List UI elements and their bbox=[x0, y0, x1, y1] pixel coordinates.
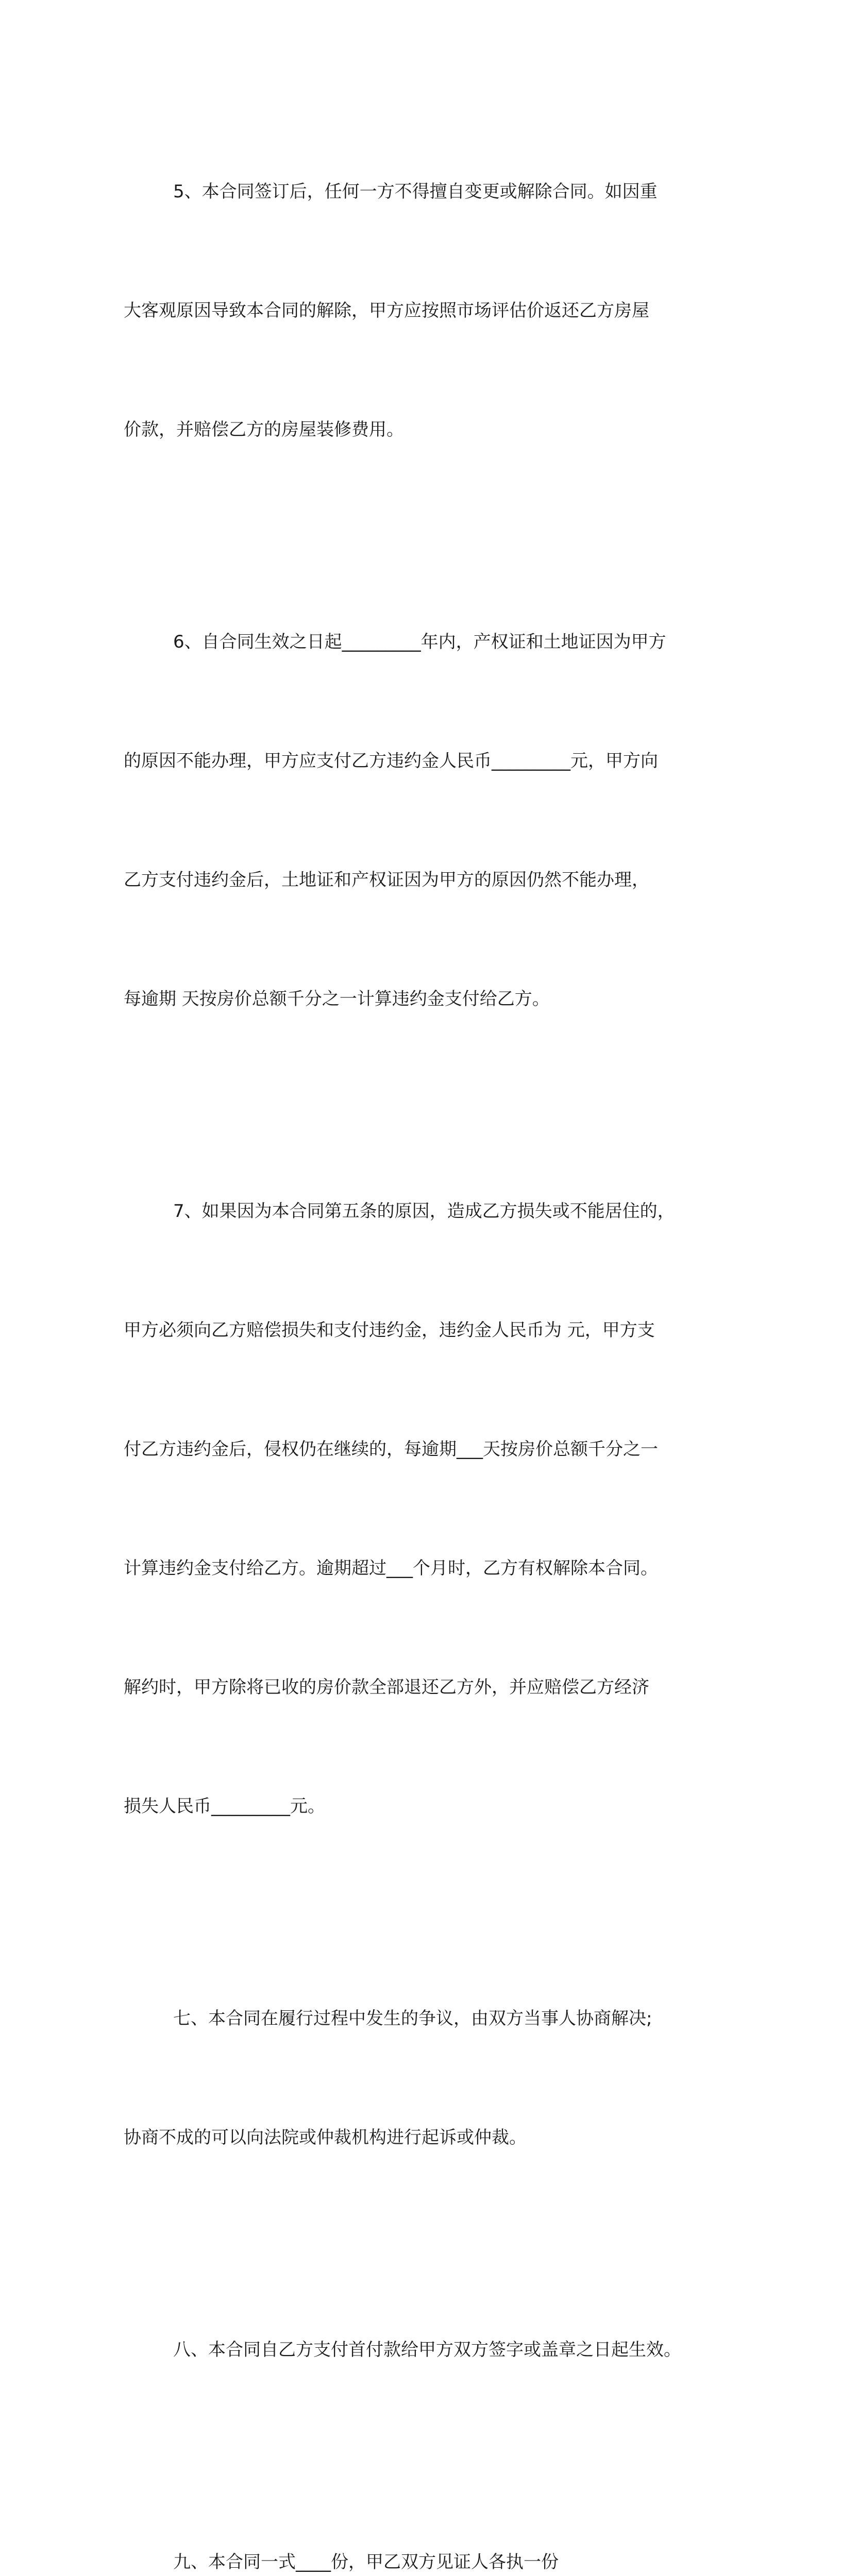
text-line: 大客观原因导致本合同的解除，甲方应按照市场评估价返还乙方房屋 bbox=[124, 300, 649, 321]
clause-ba bbox=[124, 2251, 727, 2449]
text-line: 5、本合同签订后，任何一方不得擅自变更或解除合同。如因重 bbox=[173, 181, 658, 202]
text-line: 甲方必须向乙方赔偿损失和支付违约金，违约金人民币为 元，甲方支 bbox=[124, 1320, 655, 1341]
text-line: 付乙方违约金后，侵权仍在继续的，每逾期___天按房价总额千分之一 bbox=[124, 1439, 658, 1460]
text-line: 计算违约金支付给乙方。逾期超过___个月时，乙方有权解除本合同。 bbox=[124, 1558, 658, 1579]
clause-6 bbox=[124, 543, 727, 1098]
text-line: 九、本合同一式____份，甲乙双方见证人各执一份 bbox=[173, 2552, 559, 2572]
clause-7 bbox=[124, 1112, 727, 1906]
text-line: 解约时，甲方除将已收的房价款全部退还乙方外，并应赔偿乙方经济 bbox=[124, 1677, 649, 1698]
text-line: 八、本合同自乙方支付首付款给甲方双方签字或盖章之日起生效。 bbox=[173, 2340, 681, 2360]
text-line: 七、本合同在履行过程中发生的争议，由双方当事人协商解决; bbox=[173, 2008, 652, 2029]
text-line: 6、自合同生效之日起_________年内，产权证和土地证因为甲方 bbox=[173, 632, 666, 652]
clause-5 bbox=[124, 93, 727, 529]
text-line: 价款，并赔偿乙方的房屋装修费用。 bbox=[124, 419, 404, 440]
text-line: 每逾期 天按房价总额千分之一计算违约金支付给乙方。 bbox=[124, 989, 550, 1009]
clause-jiu bbox=[124, 2463, 727, 2576]
document-body bbox=[124, 93, 727, 2576]
text-line: 损失人民币_________元。 bbox=[124, 1796, 325, 1817]
text-line: 乙方支付违约金后，土地证和产权证因为甲方的原因仍然不能办理， bbox=[124, 870, 649, 890]
text-line: 7、如果因为本合同第五条的原因，造成乙方损失或不能居住的， bbox=[173, 1201, 675, 1222]
text-line: 协商不成的可以向法院或仲裁机构进行起诉或仲裁。 bbox=[124, 2127, 527, 2148]
text-line: 的原因不能办理，甲方应支付乙方违约金人民币_________元，甲方向 bbox=[124, 751, 658, 771]
clause-qi bbox=[124, 1920, 727, 2237]
